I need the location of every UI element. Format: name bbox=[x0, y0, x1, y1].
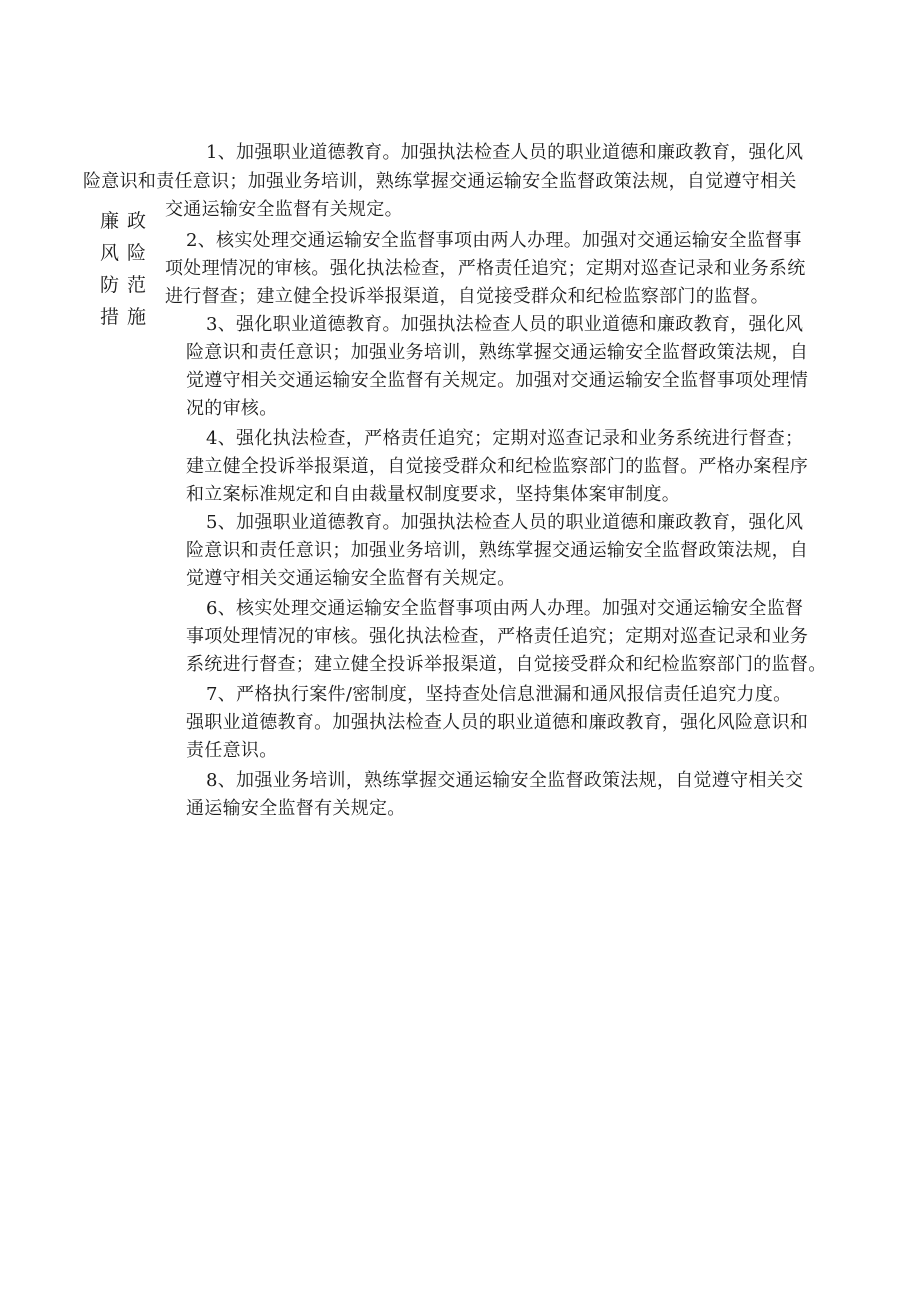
text-line: 况的审核。 bbox=[186, 398, 278, 419]
text-line: 险意识和责任意识；加强业务培训，熟练掌握交通运输安全监督政策法规，自 bbox=[186, 342, 809, 363]
text-line: 通运输安全监督有关规定。 bbox=[186, 798, 406, 819]
section-label-line-3: 防范 bbox=[100, 274, 155, 296]
text-line: 2、核实处理交通运输安全监督事项由两人办理。加强对交通运输安全监督事 bbox=[186, 230, 802, 251]
text-line: 1、加强职业道德教育。加强执法检查人员的职业道德和廉政教育，强化风 bbox=[206, 142, 804, 163]
text-line: 强职业道德教育。加强执法检查人员的职业道德和廉政教育，强化风险意识和 bbox=[186, 712, 809, 733]
text-line: 险意识和责任意识；加强业务培训，熟练掌握交通运输安全监督政策法规，自觉遵守相关 bbox=[83, 171, 797, 192]
text-line: 系统进行督查；建立健全投诉举报渠道，自觉接受群众和纪检监察部门的监督。 bbox=[186, 654, 827, 675]
text-line: 项处理情况的审核。强化执法检查，严格责任追究；定期对巡查记录和业务系统 bbox=[165, 258, 806, 279]
text-line: 7、严格执行案件/密制度，坚持查处信息泄漏和通风报信责任追究力度。 bbox=[206, 684, 792, 705]
section-label-line-4: 措施 bbox=[100, 306, 155, 328]
section-label-line-2: 风险 bbox=[100, 242, 155, 264]
text-line: 进行督查；建立健全投诉举报渠道，自觉接受群众和纪检监察部门的监督。 bbox=[165, 286, 769, 307]
text-line: 险意识和责任意识；加强业务培训，熟练掌握交通运输安全监督政策法规，自 bbox=[186, 540, 809, 561]
text-line: 觉遵守相关交通运输安全监督有关规定。加强对交通运输安全监督事项处理情 bbox=[186, 370, 809, 391]
text-line: 6、核实处理交通运输安全监督事项由两人办理。加强对交通运输安全监督 bbox=[206, 598, 804, 619]
text-line: 交通运输安全监督有关规定。 bbox=[165, 199, 403, 220]
text-line: 3、强化职业道德教育。加强执法检查人员的职业道德和廉政教育，强化风 bbox=[206, 314, 804, 335]
text-line: 觉遵守相关交通运输安全监督有关规定。 bbox=[186, 568, 516, 589]
text-line: 事项处理情况的审核。强化执法检查，严格责任追究；定期对巡查记录和业务 bbox=[186, 626, 809, 647]
text-line: 责任意识。 bbox=[186, 740, 278, 761]
text-line: 8、加强业务培训，熟练掌握交通运输安全监督政策法规，自觉遵守相关交 bbox=[206, 770, 804, 791]
text-line: 4、强化执法检查，严格责任追究；定期对巡查记录和业务系统进行督查； bbox=[206, 428, 804, 449]
text-line: 和立案标准规定和自由裁量权制度要求，坚持集体案审制度。 bbox=[186, 484, 681, 505]
text-line: 5、加强职业道德教育。加强执法检查人员的职业道德和廉政教育，强化风 bbox=[206, 512, 804, 533]
section-label-line-1: 廉政 bbox=[100, 210, 155, 232]
text-line: 建立健全投诉举报渠道，自觉接受群众和纪检监察部门的监督。严格办案程序 bbox=[186, 456, 809, 477]
